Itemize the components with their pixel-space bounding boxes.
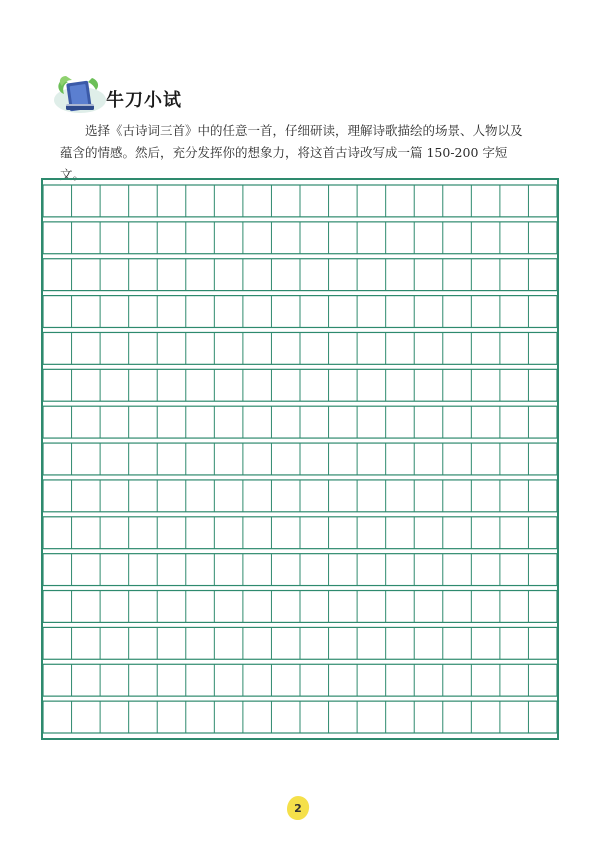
grid-row bbox=[43, 332, 557, 364]
page-number: 2 bbox=[294, 801, 302, 815]
page-number-badge bbox=[283, 793, 313, 823]
grid-row bbox=[43, 554, 557, 586]
composition-grid[interactable] bbox=[41, 178, 559, 740]
writing-prompt bbox=[60, 120, 530, 186]
grid-row bbox=[43, 369, 557, 401]
prompt-text: 选择《古诗词三首》中的任意一首，仔细研读，理解诗歌描绘的场景、人物以及蕴含的情感。然后，充分发挥你的想象力，将这首古诗改写成一篇 150-200 字短文。 bbox=[60, 123, 523, 182]
book-stack-icon bbox=[52, 70, 108, 118]
grid-row bbox=[43, 591, 557, 623]
grid-row bbox=[43, 222, 557, 254]
section-title: 牛刀小试 bbox=[106, 90, 182, 111]
grid-row bbox=[43, 627, 557, 659]
grid-row bbox=[43, 443, 557, 475]
grid-row bbox=[43, 259, 557, 291]
section-header bbox=[52, 70, 232, 118]
grid-row bbox=[43, 701, 557, 733]
grid-row bbox=[43, 517, 557, 549]
grid-lines bbox=[43, 180, 557, 738]
grid-row bbox=[43, 664, 557, 696]
grid-row bbox=[43, 480, 557, 512]
grid-row bbox=[43, 406, 557, 438]
grid-row bbox=[43, 296, 557, 328]
grid-row bbox=[43, 185, 557, 217]
